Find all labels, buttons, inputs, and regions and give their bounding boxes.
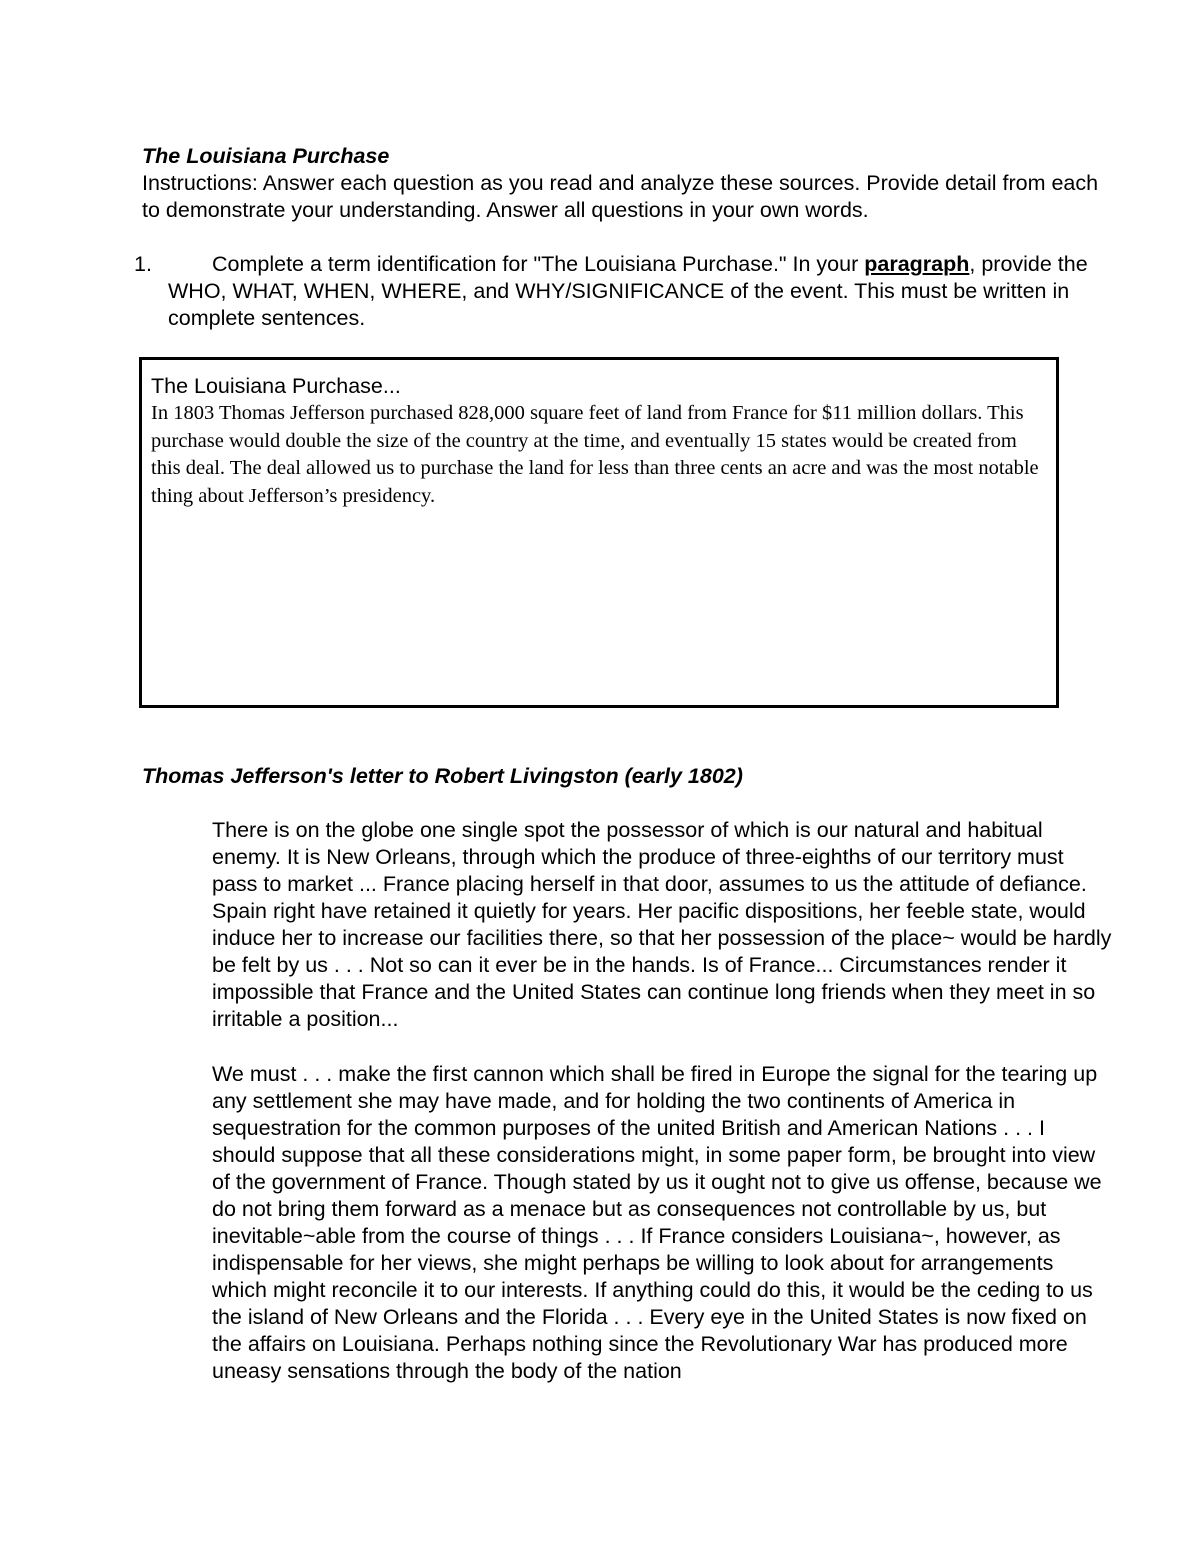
- source-paragraph-2: We must . . . make the first cannon which shall be fired in Europe the signal for the tearing up any settlement she may have made, and for holding the two continents of America in sequestration for the common purposes of the united British and American Nations . . . I should suppose that all these considerations might, in some paper form, be brought into view of the government of France. Though stated by us it ought not to give us offense, because we do not bring them forward as a menace but as consequences not controllable by us, but inevitable~able from the course of things . . . If France considers Louisiana~, however, as indispensable for her views, she might perhaps be willing to look about for arrangements which might reconcile it to our interests. If anything could do this, it would be the ceding to us the island of New Orleans and the Florida . . . Every eye in the United States is now fixed on the affairs on Louisiana. Perhaps nothing since the Revolutionary War has produced more uneasy sensations through the body of the nation: [212, 1062, 1102, 1383]
- question-emphasis: paragraph: [864, 252, 970, 276]
- question-text-before: Complete a term identification for "The Louisiana Purchase." In your: [212, 252, 865, 276]
- instructions-text: Instructions: Answer each question as you read and analyze these sources. Provide detail from each to demonstrate your understanding. Answer all questions in your own words.: [142, 171, 1099, 222]
- question-1: [134, 251, 1104, 332]
- answer-response: In 1803 Thomas Jefferson purchased 828,000 square feet of land from France for $11 million dollars. This purchase would double the size of the country at the time, and eventually 15 states would be created from this deal. The deal allowed us to purchase the land for less than three cents an acre and was the most notable thing about Jefferson’s presidency.: [151, 402, 1039, 507]
- question-number: 1.: [134, 252, 152, 276]
- answer-box[interactable]: [139, 357, 1059, 708]
- document-title: The Louisiana Purchase: [142, 144, 390, 168]
- question-prompt: [134, 251, 1104, 332]
- answer-heading: The Louisiana Purchase...: [151, 374, 401, 398]
- question-text-after: , provide the WHO, WHAT, WHEN, WHERE, and WHY/SIGNIFICANCE of the event. This must be written in complete sentences.: [168, 252, 1088, 330]
- source-title: Thomas Jefferson's letter to Robert Livingston (early 1802): [142, 764, 743, 788]
- source-paragraph-1: There is on the globe one single spot the possessor of which is our natural and habitual enemy. It is New Orleans, through which the produce of three-eighths of our territory must pass to market ... France placing herself in that door, assumes to us the attitude of defiance. Spain right have retained it quietly for years. Her pacific dispositions, her feeble state, would induce her to increase our facilities there, so that her possession of the place~ would be hardly be felt by us . . . Not so can it ever be in the hands. Is of France... Circumstances render it impossible that France and the United States can continue long friends when they meet in so irritable a position...: [212, 818, 1112, 1031]
